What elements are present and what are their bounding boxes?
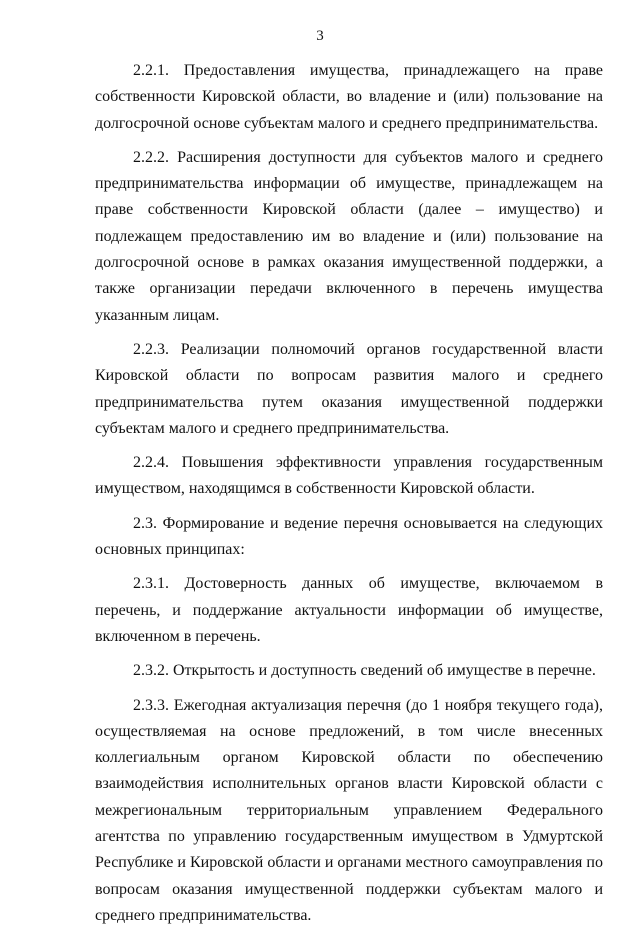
- paragraph-2-3-1: 2.3.1. Достоверность данных об имуществе, включаемом в перечень, и поддержание актуальности информации об имуществе, включенном в перечень.: [95, 575, 603, 645]
- paragraph-2-2-2: 2.2.2. Расширения доступности для субъектов малого и среднего предпринимательства информации об имуществе, принадлежащем на праве собственности Кировской области (далее – имущество) и подлежащем предоставлению им во владение и (или) пользование на долгосрочной основе в рамках оказания имущественной поддержки, а также организации передачи включенного в перечень имущества указанным лицам.: [95, 148, 603, 324]
- page-number: 3: [316, 28, 324, 44]
- paragraph-2-3-3: 2.3.3. Ежегодная актуализация перечня (до 1 ноября текущего года), осуществляемая на основе предложений, в том числе внесенных коллегиальным органом Кировской области по обеспечению взаимодействия исполнительных органов власти Кировской области с межрегиональным территориальным управлением Федерального агентства по управлению государственным имуществом в Удмуртской Республике и Кировской области и органами местного самоуправления по вопросам оказания имущественной поддержки субъектам малого и среднего предпринимательства.: [95, 696, 603, 924]
- paragraph-2-3-2: 2.3.2. Открытость и доступность сведений об имуществе в перечне.: [133, 662, 596, 680]
- document-body: [95, 58, 603, 937]
- paragraph-2-2-1: 2.2.1. Предоставления имущества, принадлежащего на праве собственности Кировской области, во владение и (или) пользование на долгосрочной основе субъектам малого и среднего предпринимательства.: [95, 62, 603, 132]
- paragraph-2-2-4: 2.2.4. Повышения эффективности управления государственным имуществом, находящимся в собственности Кировской области.: [95, 454, 603, 498]
- paragraph-2-2-3: 2.2.3. Реализации полномочий органов государственной власти Кировской области по вопросам развития малого и среднего предпринимательства путем оказания имущественной поддержки субъектам малого и среднего предпринимательства.: [95, 340, 603, 437]
- paragraph-2-3: 2.3. Формирование и ведение перечня основывается на следующих основных принципах:: [95, 514, 603, 559]
